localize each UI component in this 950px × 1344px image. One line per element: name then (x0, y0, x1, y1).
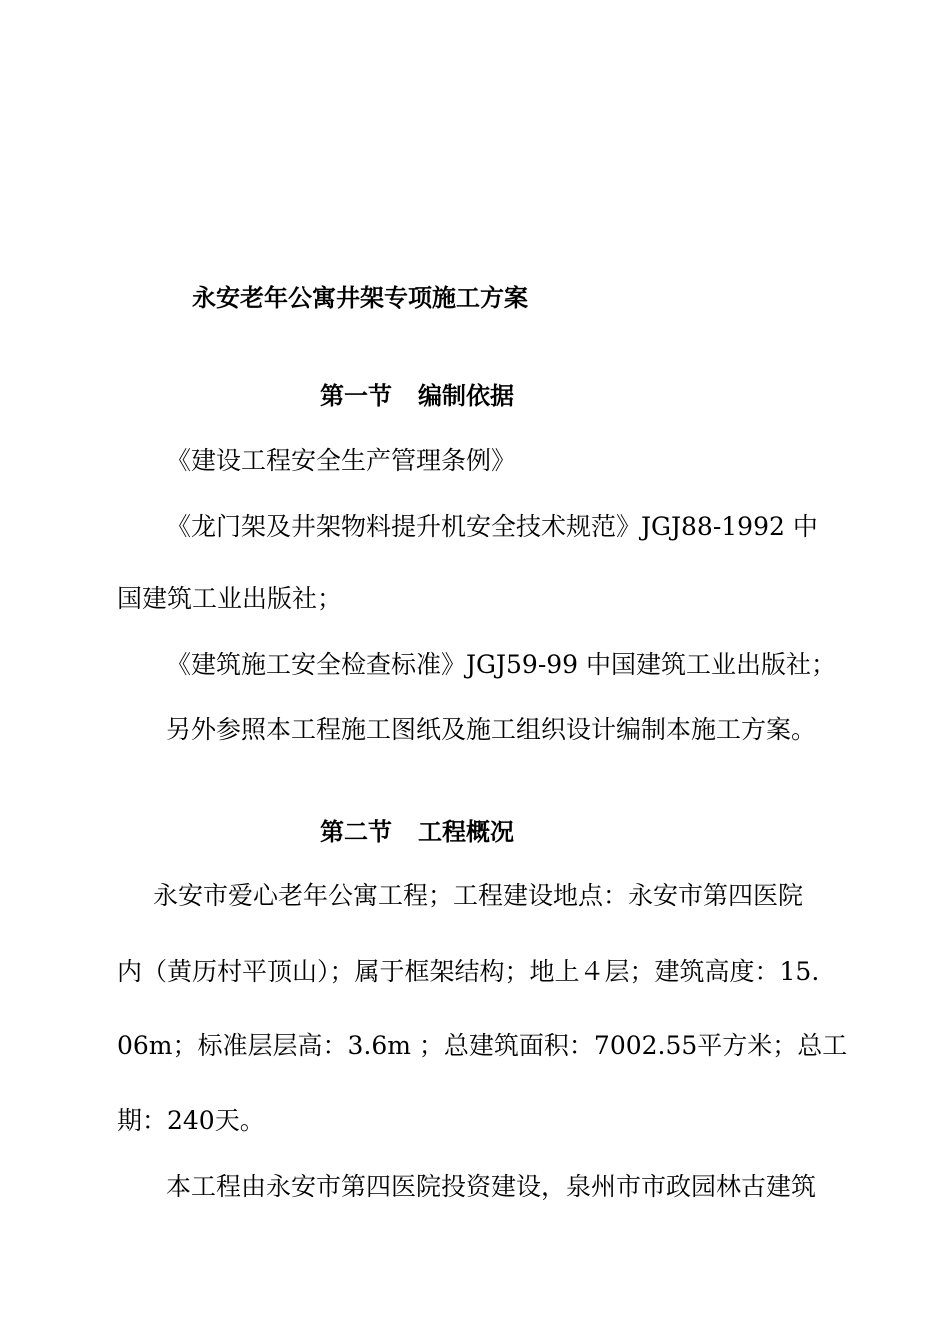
paragraph-line: 《建筑施工安全检查标准》JGJ59-99 中国建筑工业出版社； (166, 650, 837, 679)
section-number: 第一节 (320, 382, 392, 410)
section-heading-2 (320, 815, 514, 849)
document-title: 永安老年公寓井架专项施工方案 (192, 284, 528, 312)
section-name: 编制依据 (418, 382, 514, 410)
paragraph-line: 本工程由永安市第四医院投资建设，泉州市市政园林古建筑 (166, 1172, 817, 1201)
paragraph-line: 06m；标准层层高：3.6m ；总建筑面积：7002.55平方米；总工 (117, 1031, 848, 1060)
paragraph-line: 另外参照本工程施工图纸及施工组织设计编制本施工方案。 (166, 715, 817, 744)
paragraph-line: 《龙门架及井架物料提升机安全技术规范》JGJ88-1992 中 (166, 512, 818, 541)
paragraph-line: 《建设工程安全生产管理条例》 (166, 446, 517, 475)
paragraph-line: 永安市爱心老年公寓工程；工程建设地点：永安市第四医院 (153, 881, 804, 910)
section-number: 第二节 (320, 818, 392, 846)
section-name: 工程概况 (418, 818, 514, 846)
paragraph-line: 国建筑工业出版社； (117, 584, 343, 613)
section-heading-1 (320, 379, 514, 413)
paragraph-line: 内（黄历村平顶山）；属于框架结构；地上４层；建筑高度：15. (117, 957, 820, 986)
paragraph-line: 期：240天。 (117, 1106, 265, 1135)
